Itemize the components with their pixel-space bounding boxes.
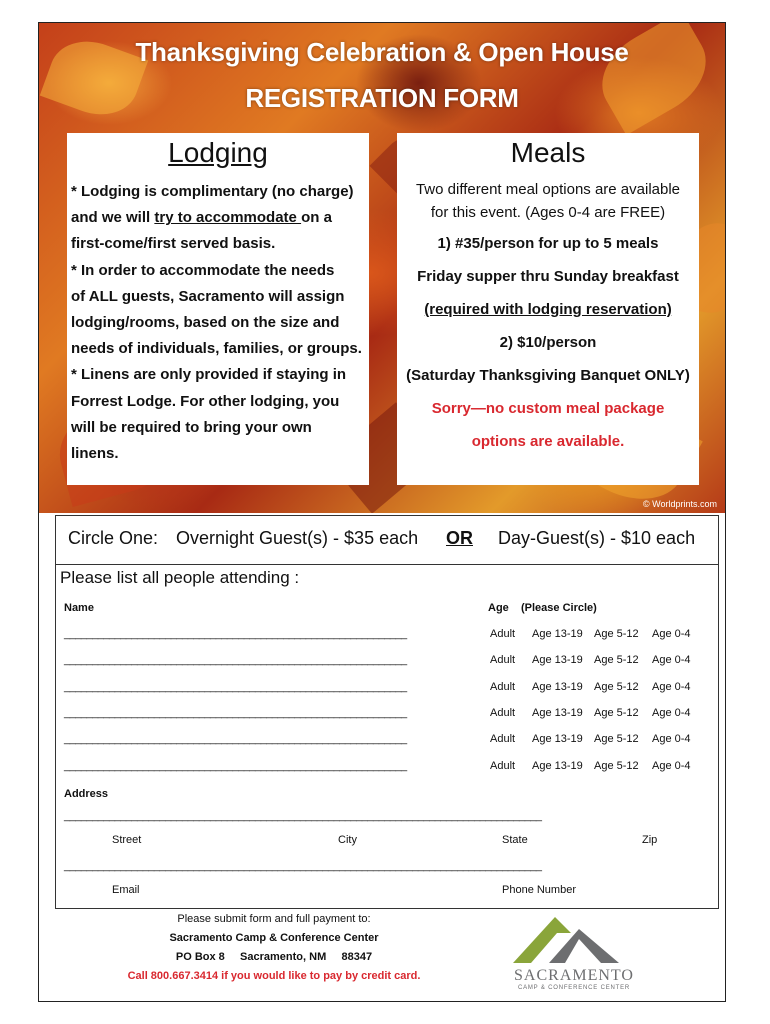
street-label: Street	[112, 834, 142, 846]
name-column-header: Name	[64, 602, 94, 614]
mountains-icon	[509, 911, 639, 967]
age-13-19-option[interactable]: Age 13-19	[532, 760, 583, 772]
attendee-row	[64, 681, 714, 701]
phone-label: Phone Number	[502, 884, 576, 896]
meal-option-1-note: (required with lodging reservation)	[424, 301, 672, 318]
or-label: OR	[446, 528, 473, 548]
attendee-row	[64, 733, 714, 753]
image-copyright: © Worldprints.com	[643, 499, 717, 509]
age-13-19-option[interactable]: Age 13-19	[532, 654, 583, 666]
age-0-4-option[interactable]: Age 0-4	[652, 733, 691, 745]
age-adult-option[interactable]: Adult	[490, 733, 516, 745]
age-5-12-option[interactable]: Age 5-12	[594, 707, 639, 719]
age-adult-option[interactable]: Adult	[490, 760, 516, 772]
meal-option-1-desc: Friday supper thru Sunday breakfast	[417, 268, 679, 285]
meals-heading: Meals	[510, 137, 586, 168]
attendee-row	[64, 628, 714, 648]
lodging-heading: Lodging	[168, 137, 268, 168]
day-guest-option[interactable]: Day-Guest(s) - $10 each	[498, 528, 696, 548]
age-adult-option[interactable]: Adult	[490, 628, 516, 640]
attendee-row	[64, 707, 714, 727]
age-5-12-option[interactable]: Age 5-12	[594, 733, 639, 745]
event-title: Thanksgiving Celebration & Open House	[135, 37, 629, 67]
autumn-leaves-banner	[39, 23, 725, 513]
attendee-name-field[interactable]: _____________________________________________________________	[64, 707, 407, 719]
overnight-guest-option[interactable]: Overnight Guest(s) - $35 each	[176, 528, 419, 548]
lodging-panel	[67, 133, 369, 485]
address-field[interactable]: _____________________________________________________________________________________	[64, 810, 542, 822]
attendee-name-field[interactable]: _____________________________________________________________	[64, 628, 407, 640]
city-label: City	[338, 834, 357, 846]
age-column-header: Age (Please Circle)	[488, 602, 597, 614]
circle-one-label: Circle One:	[68, 528, 159, 548]
age-adult-option[interactable]: Adult	[490, 681, 516, 693]
sacramento-logo	[509, 911, 639, 995]
age-0-4-option[interactable]: Age 0-4	[652, 681, 691, 693]
age-5-12-option[interactable]: Age 5-12	[594, 654, 639, 666]
age-5-12-option[interactable]: Age 5-12	[594, 760, 639, 772]
credit-card-note: Call 800.667.3414 if you would like to pay by credit card.	[127, 970, 421, 982]
attendee-row	[64, 760, 714, 780]
attendee-name-field[interactable]: _____________________________________________________________	[64, 681, 407, 693]
attendee-name-field[interactable]: _____________________________________________________________	[64, 654, 407, 666]
meal-option-2-desc: (Saturday Thanksgiving Banquet ONLY)	[406, 367, 690, 384]
registration-form	[55, 515, 719, 909]
address-label: Address	[64, 788, 109, 800]
zip-label: Zip	[642, 834, 658, 846]
logo-subtitle: CAMP & CONFERENCE CENTER	[517, 985, 631, 991]
age-0-4-option[interactable]: Age 0-4	[652, 654, 691, 666]
state-label: State	[502, 834, 528, 846]
contact-field[interactable]: _____________________________________________________________________________________	[64, 860, 542, 872]
form-title: REGISTRATION FORM	[245, 83, 519, 113]
lodging-details: * Lodging is complimentary (no charge) and we will try to accommodate on a first-come/first served basis. * In order to accommodate the needs of ALL guests, Sacramento will assign lodging/rooms, based on the size and needs of individuals, families, or groups. * Linens are only provided if staying in Forrest Lodge. For other lodging, you will be required to bring your own linens.	[71, 183, 362, 463]
age-13-19-option[interactable]: Age 13-19	[532, 681, 583, 693]
age-0-4-option[interactable]: Age 0-4	[652, 760, 691, 772]
attendee-name-field[interactable]: _____________________________________________________________	[64, 760, 407, 772]
meals-intro: Two different meal options are available	[415, 181, 681, 198]
age-adult-option[interactable]: Adult	[490, 654, 516, 666]
submit-instructions: Please submit form and full payment to:	[177, 913, 371, 925]
age-5-12-option[interactable]: Age 5-12	[594, 681, 639, 693]
age-0-4-option[interactable]: Age 0-4	[652, 707, 691, 719]
age-13-19-option[interactable]: Age 13-19	[532, 628, 583, 640]
mailing-address: PO Box 8 Sacramento, NM 88347	[175, 951, 373, 963]
email-label: Email	[112, 884, 140, 896]
guest-type-row	[56, 516, 718, 565]
meals-intro-2: for this event. (Ages 0-4 are FREE)	[430, 204, 666, 221]
no-custom-packages-note-2: options are available.	[471, 433, 625, 450]
logo-name: SACRAMENTO	[514, 967, 634, 984]
attendees-label: Please list all people attending :	[60, 568, 300, 587]
attendee-row	[64, 654, 714, 674]
age-0-4-option[interactable]: Age 0-4	[652, 628, 691, 640]
age-13-19-option[interactable]: Age 13-19	[532, 733, 583, 745]
registration-form-page	[38, 22, 726, 1002]
attendee-name-field[interactable]: _____________________________________________________________	[64, 733, 407, 745]
age-13-19-option[interactable]: Age 13-19	[532, 707, 583, 719]
camp-name: Sacramento Camp & Conference Center	[169, 932, 379, 944]
meal-option-2: 2) $10/person	[499, 334, 597, 351]
age-5-12-option[interactable]: Age 5-12	[594, 628, 639, 640]
meals-panel	[397, 133, 699, 485]
meal-option-1: 1) #35/person for up to 5 meals	[437, 235, 659, 252]
age-adult-option[interactable]: Adult	[490, 707, 516, 719]
no-custom-packages-note: Sorry—no custom meal package	[431, 400, 665, 417]
